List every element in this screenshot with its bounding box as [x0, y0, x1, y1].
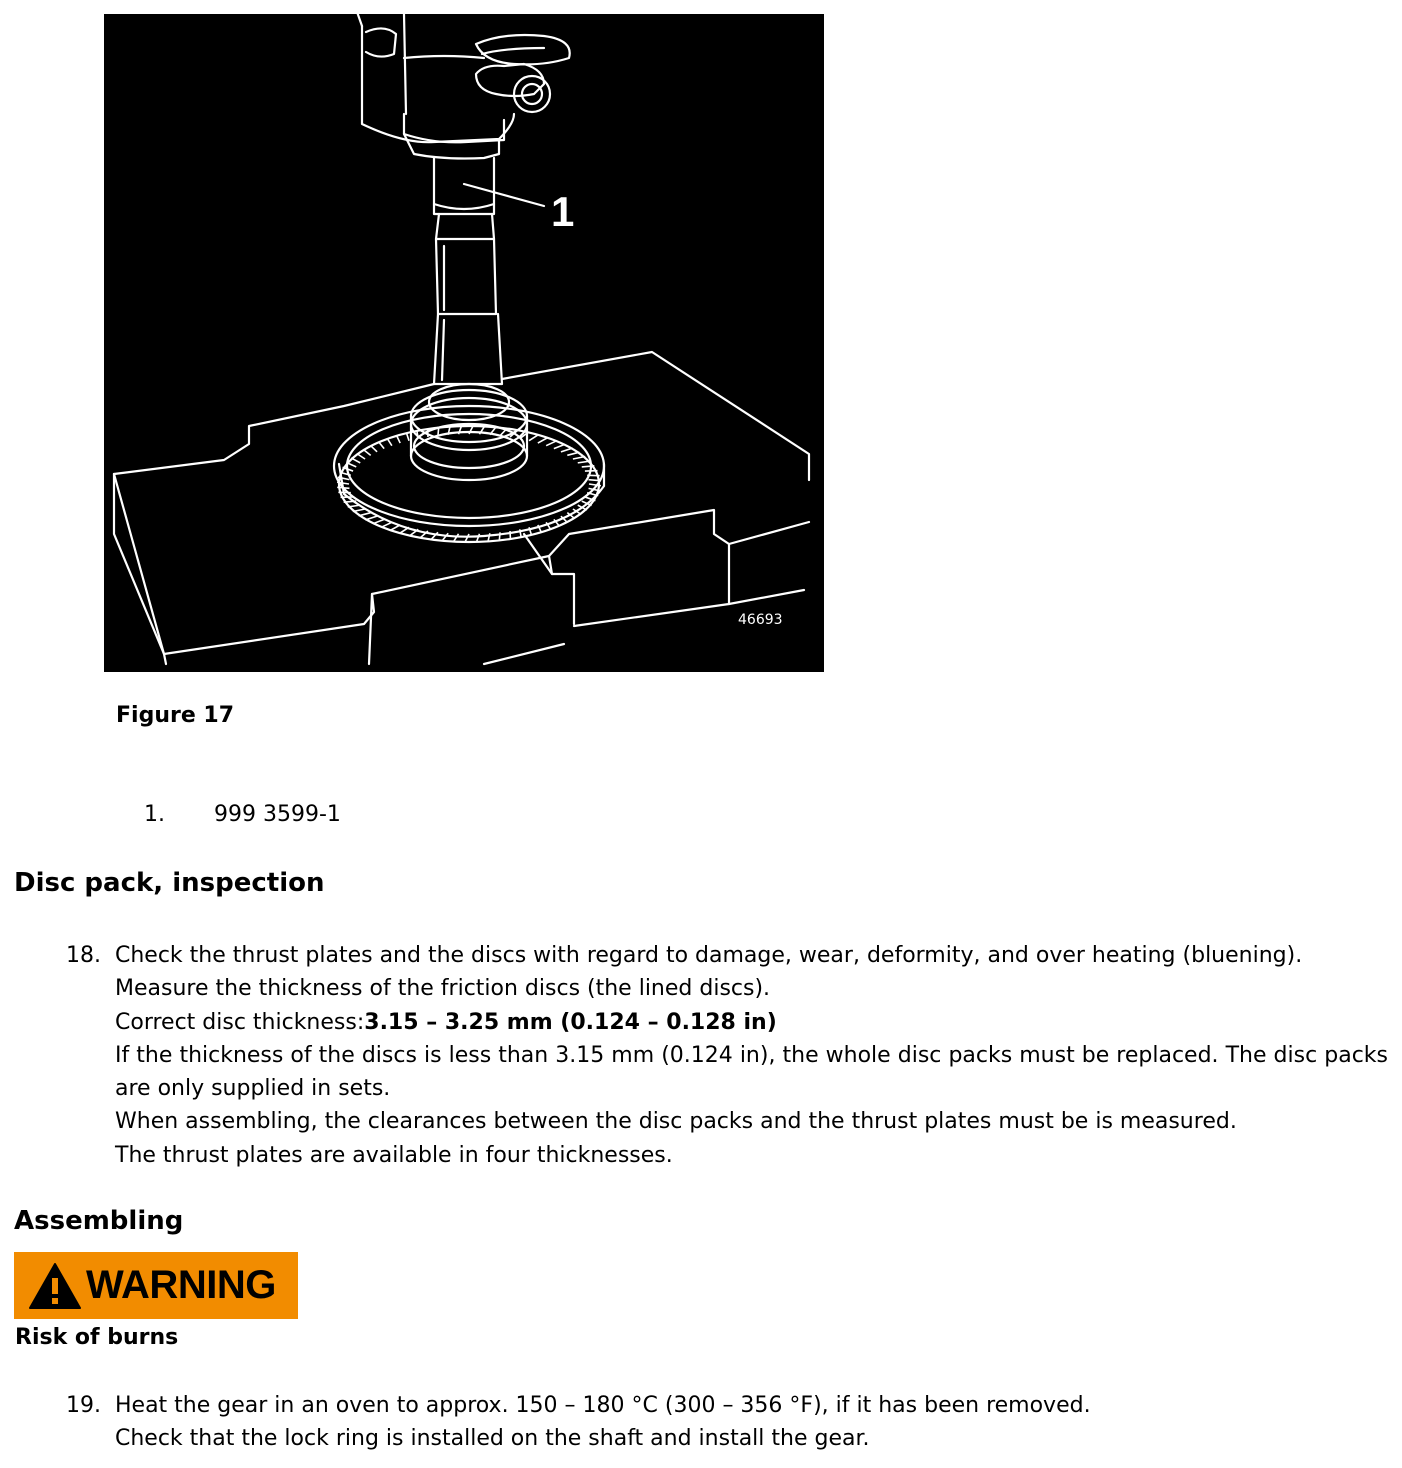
gear-tooth: [406, 433, 409, 441]
step-text: Check that the lock ring is installed on the shaft and install the gear.: [115, 1426, 870, 1452]
gear-tooth: [546, 441, 557, 446]
step-text: The thrust plates are available in four thicknesses.: [115, 1142, 673, 1168]
step-number: 19.: [66, 1393, 101, 1418]
gear-tooth: [381, 522, 392, 527]
gear-tooth: [582, 466, 595, 467]
step-text: If the thickness of the discs is less than 3.15 mm (0.124 in), the whole disc packs must be replaced. The disc packs are only supplied in sets.: [115, 1042, 1388, 1102]
gear-tooth: [357, 454, 365, 459]
step-number: 18.: [66, 943, 101, 968]
section-heading-assembling: Assembling: [14, 1206, 184, 1236]
press-gear-drawing: [104, 14, 824, 672]
gear-tooth: [359, 513, 371, 516]
step-19: [66, 1389, 1388, 1456]
gear-tooth: [488, 533, 490, 541]
gear-tooth: [337, 487, 349, 488]
step-18: [66, 939, 1388, 1172]
warning-label: WARNING: [86, 1263, 276, 1307]
gear-tooth: [351, 458, 360, 463]
gear-tooth: [454, 534, 459, 542]
warning-triangle-icon: [28, 1262, 82, 1310]
gear-tooth: [529, 435, 538, 441]
warning-message: Risk of burns: [15, 1325, 179, 1350]
spec-label: Correct disc thickness:: [115, 1009, 365, 1035]
step-text: Measure the thickness of the friction discs (the lined discs).: [115, 976, 771, 1002]
gear-tooth: [465, 534, 469, 542]
gear-tooth: [538, 438, 548, 444]
gear-tooth: [365, 516, 377, 520]
gear-tooth: [438, 428, 439, 436]
gear-tooth: [379, 442, 385, 449]
step-text: When assembling, the clearances between the disc packs and the thrust plates must be is measured.: [115, 1109, 1237, 1135]
step-text: Check the thrust plates and the discs with regard to damage, wear, deformity, and over heating (bluening).: [115, 943, 1303, 968]
section-heading-disc-pack: Disc pack, inspection: [14, 868, 325, 898]
figure-illustration: [104, 14, 824, 672]
step-text: Heat the gear in an oven to approx. 150 – 180 °C (300 – 356 °F), if it has been removed.: [115, 1393, 1091, 1418]
figure-legend-item: [144, 802, 341, 827]
gear-tooth: [363, 449, 371, 455]
gear-tooth: [477, 534, 480, 542]
gear-tooth: [397, 436, 401, 444]
gear-tooth: [344, 501, 357, 502]
gear-tooth: [589, 480, 601, 481]
gear-tooth: [400, 527, 409, 533]
gear-tooth: [561, 448, 573, 452]
gear-tooth: [390, 525, 400, 531]
warning-banner: [14, 1252, 298, 1319]
gear-tooth: [567, 452, 579, 455]
legend-number: 1.: [144, 802, 165, 827]
legend-text: 999 3599-1: [214, 802, 341, 827]
callout-label: 1: [551, 188, 575, 235]
gear-tooth: [554, 444, 565, 448]
image-number: 46693: [738, 612, 783, 628]
gear-tooth: [387, 438, 392, 445]
gear-tooth: [370, 445, 377, 451]
disc-thickness-spec: [115, 1006, 1388, 1039]
spec-value: 3.15 – 3.25 mm (0.124 – 0.128 in): [364, 1009, 777, 1035]
gear-tooth: [499, 532, 500, 540]
gear-tooth: [373, 519, 384, 523]
figure-caption: Figure 17: [116, 703, 235, 728]
